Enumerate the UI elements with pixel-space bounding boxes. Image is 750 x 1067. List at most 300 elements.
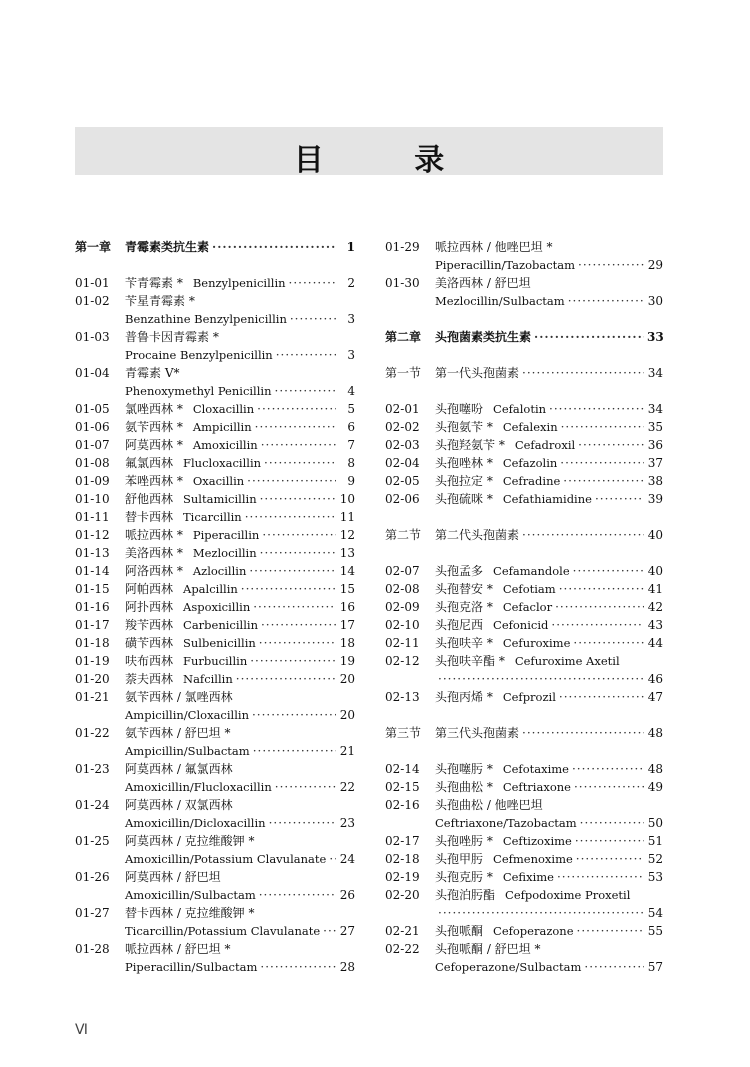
page-ref: 28 [339, 960, 355, 974]
page-ref: 1 [346, 240, 355, 254]
entry-chinese-name: 氟氯西林 [125, 456, 174, 470]
dot-leader [555, 598, 644, 616]
dot-leader [249, 562, 336, 580]
toc-entry[interactable] [385, 598, 663, 616]
entry-chinese-name: 头孢呋辛酯 * [435, 654, 505, 668]
dot-leader [573, 634, 644, 652]
entry-chinese-name: 舒他西林 [125, 492, 174, 506]
entry-english-name: Ampicillin/Sulbactam [125, 744, 250, 758]
entry-english-name: Ampicillin [192, 420, 252, 434]
toc-entry[interactable] [75, 508, 355, 526]
dot-leader [551, 616, 644, 634]
page-ref: 22 [339, 780, 355, 794]
dot-leader [561, 418, 644, 436]
entry-chinese-name: 美洛西林 / 舒巴坦 [435, 276, 531, 290]
dot-leader [269, 814, 336, 832]
entry-code: 01-10 [75, 492, 110, 506]
entry-chinese-name: 替卡西林 [125, 510, 174, 524]
entry-english-name: Procaine Benzylpenicillin [125, 348, 273, 362]
entry-code: 01-19 [75, 654, 110, 668]
page-ref: 24 [339, 852, 355, 866]
toc-cont[interactable] [385, 958, 663, 976]
toc-entry[interactable] [75, 526, 355, 544]
entry-code: 02-16 [385, 798, 420, 812]
entry-code: 01-21 [75, 690, 110, 704]
page-ref: 13 [339, 546, 355, 560]
toc-entry[interactable] [75, 274, 355, 292]
toc-section[interactable] [385, 526, 663, 544]
dot-leader [275, 778, 336, 796]
entry-chinese-name: 头孢拉定 * [435, 474, 493, 488]
entry-english-name: Cefalexin [502, 420, 558, 434]
dot-leader [290, 310, 336, 328]
entry-english-name: Mezlocillin/Sulbactam [435, 294, 565, 308]
toc-entry[interactable] [75, 436, 355, 454]
dot-leader [563, 472, 644, 490]
toc-entry[interactable] [75, 454, 355, 472]
dot-leader [212, 238, 336, 256]
entry-english-name: Sultamicillin [183, 492, 257, 506]
toc-cont[interactable] [75, 382, 355, 400]
page-ref: 19 [339, 654, 355, 668]
toc-cont[interactable] [75, 922, 355, 940]
dot-leader [576, 850, 644, 868]
page-ref: 20 [339, 672, 355, 686]
entry-english-name: Cefmenoxime [493, 852, 573, 866]
entry-chinese-name: 头孢克洛 * [435, 600, 493, 614]
entry-chinese-name: 苯唑西林 * [125, 474, 183, 488]
dot-leader [259, 634, 336, 652]
dot-leader [259, 886, 336, 904]
entry-chinese-name: 阿莫西林 * [125, 438, 183, 452]
dot-leader [557, 868, 644, 886]
toc-entry[interactable] [385, 472, 663, 490]
toc-entry[interactable] [385, 868, 663, 886]
toc-cont[interactable] [75, 886, 355, 904]
entry-chinese-name: 头孢菌素类抗生素 [435, 330, 532, 344]
entry-chinese-name: 头孢孟多 [435, 564, 484, 578]
toc-cont[interactable] [385, 292, 663, 310]
entry-code: 01-28 [75, 942, 110, 956]
dot-leader [522, 724, 644, 742]
entry-code: 01-12 [75, 528, 110, 542]
entry-english-name: Amoxicillin/Sulbactam [125, 888, 256, 902]
entry-chinese-name: 阿扑西林 [125, 600, 174, 614]
toc-cont[interactable] [75, 958, 355, 976]
toc-entry[interactable] [385, 760, 663, 778]
entry-english-name: Amoxicillin [192, 438, 258, 452]
toc-entry[interactable] [75, 670, 355, 688]
entry-chinese-name: 头孢泊肟酯 [435, 888, 496, 902]
dot-leader [568, 292, 644, 310]
entry-chinese-name: 阿莫西林 / 克拉维酸钾 * [125, 834, 255, 848]
entry-code: 第三节 [385, 726, 422, 740]
entry-chinese-name: 头孢哌酮 / 舒巴坦 * [435, 942, 541, 956]
entry-english-name: Cefotaxime [502, 762, 569, 776]
page-ref: 44 [647, 636, 663, 650]
entry-code: 01-26 [75, 870, 110, 884]
page-ref: 26 [339, 888, 355, 902]
page-ref: 51 [647, 834, 663, 848]
toc-cont[interactable] [75, 706, 355, 724]
toc-entry[interactable] [75, 940, 355, 958]
entry-code: 02-10 [385, 618, 420, 632]
entry-code: 01-07 [75, 438, 110, 452]
toc-entry[interactable] [385, 634, 663, 652]
toc-entry[interactable] [75, 634, 355, 652]
page-ref: 2 [347, 276, 355, 290]
entry-code: 01-04 [75, 366, 110, 380]
entry-english-name: Benzathine Benzylpenicillin [125, 312, 287, 326]
toc-entry[interactable] [75, 868, 355, 886]
entry-code: 02-20 [385, 888, 420, 902]
dot-leader [560, 454, 644, 472]
dot-leader [236, 670, 336, 688]
entry-chinese-name: 替卡西林 / 克拉维酸钾 * [125, 906, 255, 920]
toc-entry[interactable] [75, 598, 355, 616]
toc-entry[interactable] [385, 940, 663, 958]
toc-contnl[interactable] [75, 850, 355, 868]
entry-english-name: Cefixime [502, 870, 554, 884]
page-ref: 7 [347, 438, 355, 452]
entry-english-name: Furbucillin [183, 654, 248, 668]
page-ref: 53 [647, 870, 663, 884]
entry-code: 01-23 [75, 762, 110, 776]
entry-english-name: Carbenicillin [183, 618, 258, 632]
page-ref: 38 [647, 474, 663, 488]
toc-contnl[interactable] [75, 742, 355, 760]
page-ref: 30 [647, 294, 663, 308]
spacer [385, 508, 663, 526]
entry-chinese-name: 头孢尼西 [435, 618, 484, 632]
toc-entry[interactable] [75, 400, 355, 418]
dot-leader [522, 364, 644, 382]
toc-entry[interactable] [385, 688, 663, 706]
entry-english-name: Cefotiam [502, 582, 556, 596]
page-ref: 17 [339, 618, 355, 632]
entry-chinese-name: 哌拉西林 / 他唑巴坦 * [435, 240, 553, 254]
page-ref: 15 [339, 582, 355, 596]
toc-cont[interactable] [75, 778, 355, 796]
entry-code: 01-16 [75, 600, 110, 614]
toc-entry[interactable] [385, 490, 663, 508]
entry-code: 02-14 [385, 762, 420, 776]
title-band [75, 127, 663, 178]
toc-entry[interactable] [75, 904, 355, 922]
toc-entry[interactable] [75, 832, 355, 850]
page-ref: 52 [647, 852, 663, 866]
page-ref: 3 [347, 312, 355, 326]
toc-section[interactable] [385, 724, 663, 742]
toc-cont[interactable] [385, 670, 663, 688]
entry-code: 01-08 [75, 456, 110, 470]
dot-leader [575, 832, 644, 850]
entry-code: 第一章 [75, 240, 112, 254]
toc-entry[interactable] [385, 418, 663, 436]
entry-english-name: Amoxicillin/Dicloxacillin [125, 816, 266, 830]
entry-chinese-name: 阿帕西林 [125, 582, 174, 596]
spacer [385, 382, 663, 400]
entry-code: 02-05 [385, 474, 420, 488]
entry-chinese-name: 头孢替安 * [435, 582, 493, 596]
toc-cont[interactable] [75, 346, 355, 364]
entry-chinese-name: 哌拉西林 / 舒巴坦 * [125, 942, 231, 956]
entry-chinese-name: 头孢丙烯 * [435, 690, 493, 704]
page-ref: 29 [647, 258, 663, 272]
toc-entry[interactable] [75, 580, 355, 598]
page-ref: 4 [347, 384, 355, 398]
entry-code: 02-07 [385, 564, 420, 578]
entry-code: 02-04 [385, 456, 420, 470]
entry-english-name: Flucloxacillin [183, 456, 262, 470]
toc-entry[interactable] [75, 490, 355, 508]
entry-code: 01-15 [75, 582, 110, 596]
entry-code: 02-18 [385, 852, 420, 866]
page-ref: 39 [647, 492, 663, 506]
toc-left-column [75, 238, 355, 976]
toc-entry[interactable] [75, 364, 355, 382]
toc-entry[interactable] [75, 418, 355, 436]
toc-entry[interactable] [385, 274, 663, 292]
entry-chinese-name: 苄青霉素 * [125, 276, 183, 290]
entry-chinese-name: 头孢羟氨苄 * [435, 438, 505, 452]
page-ref: 18 [339, 636, 355, 650]
page-ref: 55 [647, 924, 663, 938]
toc-entry[interactable] [385, 796, 663, 814]
entry-english-name: Cefazolin [502, 456, 558, 470]
entry-chinese-name: 羧苄西林 [125, 618, 174, 632]
entry-chinese-name: 阿莫西林 / 氟氯西林 [125, 762, 233, 776]
toc-entry[interactable] [385, 436, 663, 454]
entry-english-name: Ticarcillin [183, 510, 242, 524]
entry-code: 01-02 [75, 294, 110, 308]
entry-code: 01-05 [75, 402, 110, 416]
toc-entry[interactable] [75, 796, 355, 814]
entry-english-name: Cloxacillin [192, 402, 255, 416]
toc-entry[interactable] [385, 922, 663, 940]
page-ref: 48 [647, 726, 663, 740]
entry-chinese-name: 青霉素类抗生素 [125, 240, 210, 254]
dot-leader [573, 562, 644, 580]
toc-entry[interactable] [75, 652, 355, 670]
page-ref: 33 [647, 330, 664, 344]
page-ref: 36 [647, 438, 663, 452]
spacer [75, 256, 355, 274]
entry-english-name: Cefathiamidine [502, 492, 592, 506]
entry-code: 01-24 [75, 798, 110, 812]
dot-leader [260, 544, 336, 562]
entry-chinese-name: 第二代头孢菌素 [435, 528, 520, 542]
entry-english-name: Piperacillin/Tazobactam [435, 258, 576, 272]
page-ref: 16 [339, 600, 355, 614]
dot-leader [578, 256, 644, 274]
entry-chinese-name: 磺苄西林 [125, 636, 174, 650]
entry-code: 01-29 [385, 240, 420, 254]
entry-chinese-name: 头孢噻肟 * [435, 762, 493, 776]
entry-code: 02-19 [385, 870, 420, 884]
toc-entry[interactable] [75, 688, 355, 706]
toc-chapter[interactable] [75, 238, 355, 256]
dot-leader [276, 346, 336, 364]
dot-leader [577, 922, 644, 940]
dot-leader [275, 382, 336, 400]
spacer [385, 544, 663, 562]
toc-chapter[interactable] [385, 328, 663, 346]
entry-english-name: Ceftriaxone/Tazobactam [435, 816, 577, 830]
toc-entry[interactable] [385, 562, 663, 580]
page-ref: 23 [339, 816, 355, 830]
entry-chinese-name: 青霉素 V* [125, 366, 180, 380]
entry-chinese-name: 头孢噻吩 [435, 402, 484, 416]
entry-chinese-name: 氨苄西林 / 氯唑西林 [125, 690, 233, 704]
dot-leader [438, 904, 644, 922]
page-ref: 41 [647, 582, 663, 596]
dot-leader [241, 580, 336, 598]
toc-entry[interactable] [385, 832, 663, 850]
toc-entry[interactable] [385, 778, 663, 796]
entry-english-name: Cefadroxil [514, 438, 576, 452]
page-ref: 34 [647, 366, 663, 380]
toc-entry[interactable] [385, 580, 663, 598]
dot-leader [250, 652, 336, 670]
entry-english-name: Ceftriaxone [502, 780, 571, 794]
entry-chinese-name: 氯唑西林 * [125, 402, 183, 416]
entry-english-name: Mezlocillin [192, 546, 257, 560]
dot-leader [578, 436, 644, 454]
toc-entry[interactable] [75, 616, 355, 634]
dot-leader [257, 400, 336, 418]
entry-code: 02-12 [385, 654, 420, 668]
dot-leader [247, 472, 336, 490]
entry-english-name: Ceftizoxime [502, 834, 572, 848]
dot-leader [262, 526, 336, 544]
dot-leader [559, 688, 644, 706]
dot-leader [329, 850, 336, 868]
dot-leader [574, 778, 644, 796]
page-ref: 3 [347, 348, 355, 362]
entry-chinese-name: 普鲁卡因青霉素 * [125, 330, 219, 344]
dot-leader [261, 436, 336, 454]
toc-entry[interactable] [385, 454, 663, 472]
page-ref: 40 [647, 564, 663, 578]
entry-code: 02-03 [385, 438, 420, 452]
toc-cont[interactable] [385, 256, 663, 274]
page-ref: 20 [339, 708, 355, 722]
toc-entry[interactable] [75, 544, 355, 562]
toc-entry[interactable] [75, 472, 355, 490]
entry-chinese-name: 头孢曲松 * [435, 780, 493, 794]
toc-entry[interactable] [75, 562, 355, 580]
toc-entry[interactable] [385, 238, 663, 256]
toc-entry[interactable] [385, 886, 663, 904]
entry-code: 01-03 [75, 330, 110, 344]
entry-chinese-name: 氨苄西林 * [125, 420, 183, 434]
toc-entry[interactable] [75, 328, 355, 346]
toc-entry[interactable] [75, 292, 355, 310]
entry-code: 01-01 [75, 276, 110, 290]
entry-code: 第一节 [385, 366, 422, 380]
entry-english-name: Oxacillin [192, 474, 245, 488]
entry-code: 02-06 [385, 492, 420, 506]
dot-leader [522, 526, 644, 544]
page-ref: 43 [647, 618, 663, 632]
dot-leader [559, 580, 644, 598]
dot-leader [534, 328, 644, 346]
toc-entry[interactable] [75, 760, 355, 778]
dot-leader [252, 706, 336, 724]
dot-leader [584, 958, 644, 976]
entry-chinese-name: 呋布西林 [125, 654, 174, 668]
toc-cont[interactable] [75, 310, 355, 328]
entry-code: 01-13 [75, 546, 110, 560]
page-title: 目 录 [293, 143, 485, 178]
dot-leader [260, 958, 336, 976]
spacer [385, 742, 663, 760]
entry-code: 01-25 [75, 834, 110, 848]
dot-leader [255, 418, 336, 436]
toc-section[interactable] [385, 364, 663, 382]
dot-leader [289, 274, 336, 292]
entry-code: 02-15 [385, 780, 420, 794]
spacer [385, 310, 663, 328]
entry-code: 01-27 [75, 906, 110, 920]
entry-english-name: Cefuroxime Axetil [514, 654, 620, 668]
page-ref: 48 [647, 762, 663, 776]
toc-entry[interactable] [385, 616, 663, 634]
dot-leader [580, 814, 644, 832]
entry-chinese-name: 阿莫西林 / 双氯西林 [125, 798, 233, 812]
entry-code: 第二章 [385, 330, 422, 344]
page-ref: 49 [647, 780, 663, 794]
entry-english-name: Cefoperazone/Sulbactam [435, 960, 582, 974]
spacer [385, 346, 663, 364]
page-ref: 11 [339, 510, 355, 524]
toc-right-column [385, 238, 663, 976]
entry-english-name: Cefpodoxime Proxetil [505, 888, 631, 902]
entry-code: 01-17 [75, 618, 110, 632]
dot-leader [245, 508, 336, 526]
entry-code: 02-01 [385, 402, 420, 416]
entry-code: 02-09 [385, 600, 420, 614]
toc-cont[interactable] [75, 814, 355, 832]
toc-entry[interactable] [385, 850, 663, 868]
entry-english-name: Benzylpenicillin [192, 276, 286, 290]
entry-code: 第二节 [385, 528, 422, 542]
dot-leader [549, 400, 644, 418]
toc-entry[interactable] [385, 400, 663, 418]
page-ref: 9 [347, 474, 355, 488]
entry-chinese-name: 头孢曲松 / 他唑巴坦 [435, 798, 543, 812]
entry-chinese-name: 第一代头孢菌素 [435, 366, 520, 380]
entry-chinese-name: 头孢甲肟 [435, 852, 484, 866]
toc-entry[interactable] [385, 652, 663, 670]
page-ref: 50 [647, 816, 663, 830]
toc-cont[interactable] [385, 904, 663, 922]
entry-code: 02-02 [385, 420, 420, 434]
page-ref: 21 [339, 744, 355, 758]
toc-entry[interactable] [75, 724, 355, 742]
entry-chinese-name: 头孢呋辛 * [435, 636, 493, 650]
entry-code: 02-22 [385, 942, 420, 956]
dot-leader [323, 922, 336, 940]
entry-code: 02-11 [385, 636, 420, 650]
entry-chinese-name: 头孢唑肟 * [435, 834, 493, 848]
entry-code: 01-09 [75, 474, 110, 488]
spacer [385, 706, 663, 724]
toc-contnl[interactable] [385, 814, 663, 832]
entry-english-name: Cefaclor [502, 600, 553, 614]
page-ref: 54 [647, 906, 663, 920]
